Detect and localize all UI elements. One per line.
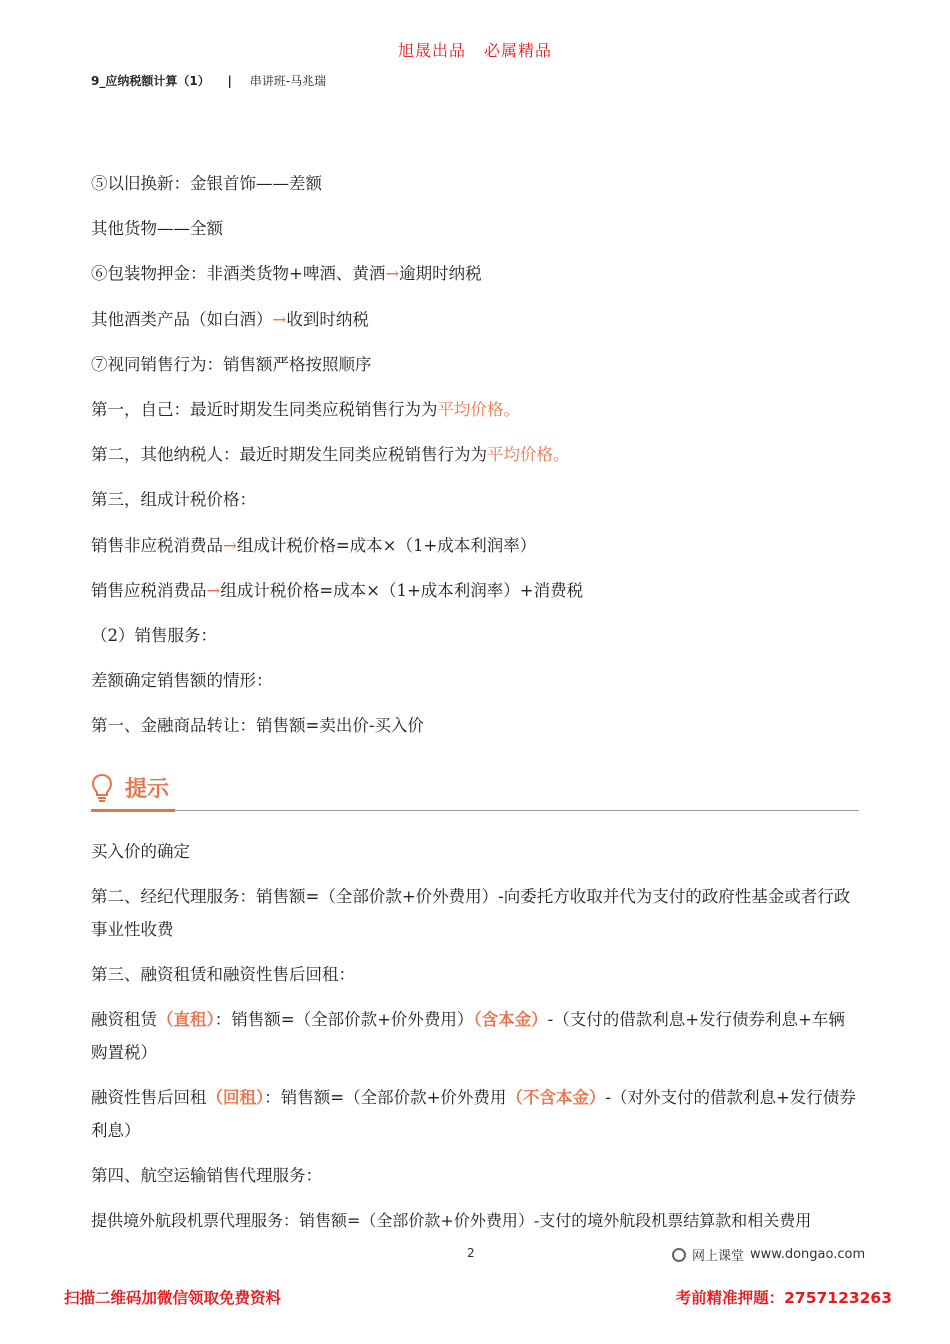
arrow-icon: → <box>272 310 287 329</box>
text-line: 第三，组成计税价格： <box>91 490 256 509</box>
highlight-text: 平均价格。 <box>487 445 570 464</box>
highlight-text: 平均价格。 <box>437 400 520 419</box>
tip-title: 提示 <box>125 777 170 802</box>
text-segment: 第二，其他纳税人：最近时期发生同类应税销售行为为 <box>91 445 487 464</box>
text-line <box>91 577 583 601</box>
paragraph: 第四、航空运输销售代理服务： <box>91 1166 322 1185</box>
page-number: 2 <box>467 1246 475 1260</box>
highlight-text: （含本金） <box>473 1010 548 1029</box>
text-line <box>91 396 520 420</box>
text-line: （2）销售服务： <box>91 626 217 645</box>
arrow-icon: → <box>385 264 400 283</box>
text-segment: -（支付的借款利息+发行债券利息+车辆购置税） <box>91 1010 845 1062</box>
arrow-icon: → <box>206 581 221 600</box>
tip-section-header <box>91 770 859 811</box>
brand[interactable] <box>672 1245 865 1264</box>
promo-left: 扫描二维码加微信领取免费资料 <box>64 1289 282 1307</box>
text-segment: 销售非应税消费品 <box>91 536 223 555</box>
text-segment: ⑥包装物押金：非酒类货物+啤酒、黄酒 <box>91 264 386 283</box>
text-segment: 组成计税价格=成本×（1+成本利润率） <box>236 536 537 555</box>
brand-logo-icon <box>672 1248 686 1262</box>
brand-name: 网上课堂 <box>692 1249 745 1264</box>
text-line <box>91 532 536 556</box>
text-segment: 收到时纳税 <box>286 310 369 329</box>
text-line: ⑦视同销售行为：销售额严格按照顺序 <box>91 355 372 374</box>
paragraph: 第三、融资租赁和融资性售后回租： <box>91 965 355 984</box>
paragraph <box>91 1081 861 1147</box>
text-segment: 第一，自己：最近时期发生同类应税销售行为为 <box>91 400 438 419</box>
paragraph: 提供境外航段机票代理服务：销售额=（全部价款+价外费用）-支付的境外航段机票结算款和相关费用 <box>91 1211 812 1230</box>
promo-right: 考前精准押题：2757123263 <box>675 1289 892 1307</box>
highlight-text: （直租） <box>157 1010 215 1029</box>
banner-right: 必属精品 <box>484 41 553 60</box>
tip-underline <box>91 809 175 812</box>
text-segment: 组成计税价格=成本×（1+成本利润率）+消费税 <box>220 581 584 600</box>
text-segment: -（对外支付的借款利息+发行债券利息） <box>91 1088 856 1140</box>
text-line <box>91 260 482 284</box>
text-line: 第一、金融商品转让：销售额=卖出价-买入价 <box>91 716 424 735</box>
highlight-text: （回租） <box>206 1088 265 1107</box>
class-name: 串讲班-马兆瑞 <box>249 74 327 88</box>
text-segment: ：销售额=（全部价款+价外费用） <box>214 1010 474 1029</box>
text-line <box>91 441 570 465</box>
paragraph: 买入价的确定 <box>91 842 190 861</box>
document-header <box>91 72 326 89</box>
top-banner <box>0 38 950 61</box>
text-line: 其他货物——全额 <box>91 219 223 238</box>
paragraph <box>91 1003 861 1069</box>
header-separator: | <box>227 74 232 88</box>
text-segment: 融资租赁 <box>91 1010 157 1029</box>
text-segment: 其他酒类产品（如白酒） <box>91 310 273 329</box>
text-segment: 销售应税消费品 <box>91 581 207 600</box>
text-line: ⑤以旧换新：金银首饰——差额 <box>91 174 322 193</box>
lightbulb-icon <box>91 773 113 803</box>
text-segment: 融资性售后回租 <box>91 1088 207 1107</box>
paragraph: 第二、经纪代理服务：销售额=（全部价款+价外费用）-向委托方收取并代为支付的政府性基金或者行政事业性收费 <box>91 887 851 939</box>
course-title: 9_应纳税额计算（1） <box>91 74 210 88</box>
brand-site[interactable]: www.dongao.com <box>750 1247 866 1262</box>
text-segment: ：销售额=（全部价款+价外费用 <box>264 1088 507 1107</box>
text-line <box>91 306 369 330</box>
banner-left: 旭晟出品 <box>397 41 466 60</box>
text-segment: 逾期时纳税 <box>399 264 482 283</box>
arrow-icon: → <box>223 536 237 555</box>
highlight-text: （不含本金） <box>506 1088 606 1107</box>
text-line: 差额确定销售额的情形： <box>91 671 273 690</box>
